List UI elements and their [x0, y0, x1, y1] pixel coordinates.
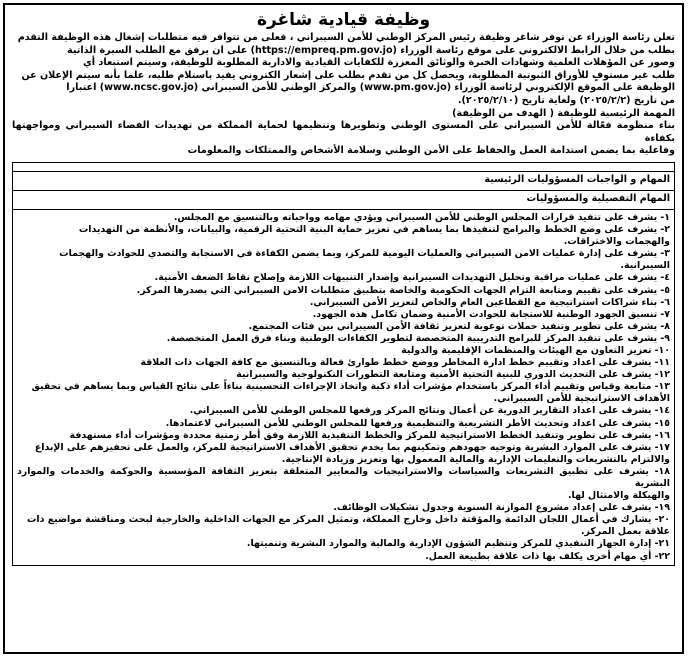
intro-line: وصور عن المؤهلات العلمية وشهادات الخبرة والوثائق المعززة للكفايات القيادية والادارية المطلوبة للوظيفة، وسيتم استبعاد أي: [83, 57, 675, 69]
duty-line: ١٦- يشرف على تطوير وتنفيذ الخطط الاستراتيجية للمركز والخطط التنفيذية اللازمة وفق أطر زمنية محددة ومؤشرات أداء مستهدفة: [69, 429, 670, 441]
intro-line: الوظيفة على الموقع الإلكتروني لرئاسة الوزراء (www.pm.gov.jo) والمركز الوطني للأمن السيبراني (www.ncsc.gov.jo) اعتبارا: [66, 82, 675, 94]
duty-line: ١٣- متابعة وقياس وتقييم أداء المركز باستخدام مؤشرات أداء ذكية واتخاذ الإجراءات التحسينية بناءاً على نتائج القياس وبما يساهم في تحقيق: [31, 381, 670, 393]
job-advertisement: [3, 3, 684, 654]
duty-line: ١٨- يشرف على تطبيق التشريعات والسياسات والاستراتيجيات والمعايير المتعلقة بتعزيز الثقافة المؤسسية والحوكمة والخدمات والموارد البشرية: [17, 465, 670, 489]
intro-line: من تاريخ (٢٠٢٥/٢/٢) ولغاية تاريخ (٢٠٢٥/٢/١٠).: [457, 94, 675, 106]
duty-line: الأهداف الاستراتيجية للأمن السيبراني.: [493, 393, 670, 405]
duties-list: [17, 212, 670, 563]
intro-line: طلب غير مستوفٍ للأوراق الثبوتية المطلوبة، ويحصل كل من تقدم بطلب على إشعار الكتروني يفيد باستلام طلبه، علما بأنه سيتم الإعلان عن: [21, 69, 675, 81]
duty-line: ٢٠- يشارك في أعمال اللجان الدائمة والمؤقتة داخل وخارج المملكة، وتمثيل المركز مع الجهات الداخلية والخارجية لبحث ومناقشة مواضيع ذات: [27, 514, 670, 526]
duty-line: ٢١- إدارة الجهاز التنفيذي للمركز وتنظيم الشؤون الإدارية والمالية والموارد البشرية وتنميتها.: [246, 538, 670, 550]
duty-line: ١١- يشرف على اعداد وتقييم خطط ادارة المخاطر ووضع خطط طوارئ فعالة وبالتنسيق مع كافة الجهات ذات العلاقة: [140, 357, 670, 369]
intro-line: تعلن رئاسة الوزراء عن توفر شاغر وظيفة رئيس المركز الوطني للأمن السيبراني ، فعلى من تتوافر فيه متطلبات إشغال هذه الوظيفة التقدم: [17, 32, 675, 43]
duty-line: والالتزام بالتشريعات والتعليمات الإدارية والمالية المعمول بها وتعزيز وزيادة الإنتاجية.: [281, 453, 670, 465]
duties-cell: [13, 209, 675, 565]
duties-table: [12, 162, 675, 566]
duty-line: والهجمات والاختراقات.: [563, 236, 670, 248]
mission-line: بناء منظومة فعّالة للأمن السيبراني على المستوى الوطني وتطويرها وتنظيمها لحماية المملكة من تهديدات الفضاء السيبراني ومواجهتها بكفاءة: [12, 120, 675, 144]
duty-line: ٥- يشرف على تقييم ومتابعة التزام الجهات الحكومية والخاصة بتطبيق متطلبات الامن السيبراني التي يصدرها المركز.: [136, 284, 670, 296]
duty-line: ٧- تنسيق الجهود الوطنية للاستجابة للحوادث الأمنية وضمان تكامل هذه الجهود.: [312, 308, 670, 320]
duty-line: ١٧- يشرف على الموارد البشرية وتوجيه جهودهم وتمكينهم بما يخدم تحقيق الأهداف الاستراتيجية للمركز، والعمل على تحفيزهم على الإبداع: [34, 441, 670, 453]
duty-line: علاقة بعمل المركز.: [580, 526, 670, 538]
intro-paragraph: [12, 32, 675, 108]
duty-line: ٤- يشرف على عمليات مراقبة وتحليل التهديدات السيبرانية وإصدار التنبيهات اللازمة وإصلاح نقاط الضعف الأمنية.: [154, 272, 670, 284]
duty-line: السيبرانية.: [620, 260, 670, 272]
duty-line: ١٤- يشرف على اعداد التقارير الدورية عن أعمال ونتائج المركز ورفعها للمجلس الوطني للأمن السيبراني.: [189, 405, 670, 417]
duty-line: ١٢- يشرف على التحديث الدوري للبنية التحتية الأمنية ومتابعة التطورات التكنولوجية والسيبرانية: [236, 369, 670, 381]
duty-line: ١٥- يشرف على اعداد وتحديث الأطر التشريعية والتنظيمية ورفعها للمجلس الوطني للأمن السيبراني لاعتمادها.: [165, 417, 670, 429]
duty-line: ١٠- تعزيز التعاون مع الهيئات والمنظمات الإقليمية والدولية: [401, 344, 670, 356]
mission-text: [12, 120, 675, 158]
duty-line: ١- يشرف على تنفيذ قرارات المجلس الوطني للأمن السيبراني ويؤدي مهامه وواجباته وبالتنسيق مع المجلس.: [173, 211, 670, 223]
duty-line: ٢٢- أي مهام أخرى يكلف بها ذات علاقة بطبيعة العمل.: [425, 550, 670, 562]
table-spacer-row: [13, 162, 675, 171]
intro-line: بطلب من خلال الرابط الالكتروني على موقع رئاسة الوزراء (https://empreq.pm.gov.jo) على ان يرفق مع الطلب السيرة الذاتية: [67, 44, 675, 56]
detailed-duties-label: المهام التفصيلية والمسؤوليات: [13, 190, 675, 209]
duty-line: ٢- يشرف على وضع الخطط والبرامج لتنفيذها بما يساهم في تعزيز حماية البنية التحتية الرقمية، والبيانات، والأنظمة من التهديدات: [78, 224, 670, 236]
duty-line: ٦- بناء شراكات استراتيجية مع القطاعين العام والخاص لتعزيز الأمن السيبراني.: [309, 296, 670, 308]
page-title: وظيفة قيادية شاغرة: [256, 10, 431, 30]
mission-line: وفاعلية بما يضمن استدامة العمل والحفاظ على الأمن الوطني وسلامة الأشخاص والممتلكات والمعلومات: [187, 145, 675, 157]
duty-line: ٩- يشرف على تنفيذ المركز للبرامج التدريبية المتخصصة لتطوير الكفاءات الوطنية وبناء فرق العمل المتخصصة.: [166, 332, 670, 344]
duty-line: ٣- يشرف على إدارة عمليات الامن السيبراني والعمليات اليومية للمركز، وبما يضمن الكفاءة في الاستجابة والتصدي للحوادث والهجمات: [59, 248, 670, 260]
main-duties-label: المهام و الواجبات المسؤوليات الرئيسية: [13, 171, 675, 190]
duty-line: والهيكلة والامتثال لها.: [568, 490, 670, 502]
duty-line: ٨- يشرف على تطوير وتنفيذ حملات توعوية لتعزيز ثقافة الأمن السيبراني بين فئات المجتمع.: [248, 320, 670, 332]
duty-line: ١٩- يشرف على إعداد مشروع الموازنة السنوية وجدول تشكيلات الوظائف.: [333, 502, 670, 514]
mission-heading: المهمة الرئيسية للوظيفة ( الهدف من الوظيفة): [452, 107, 675, 119]
